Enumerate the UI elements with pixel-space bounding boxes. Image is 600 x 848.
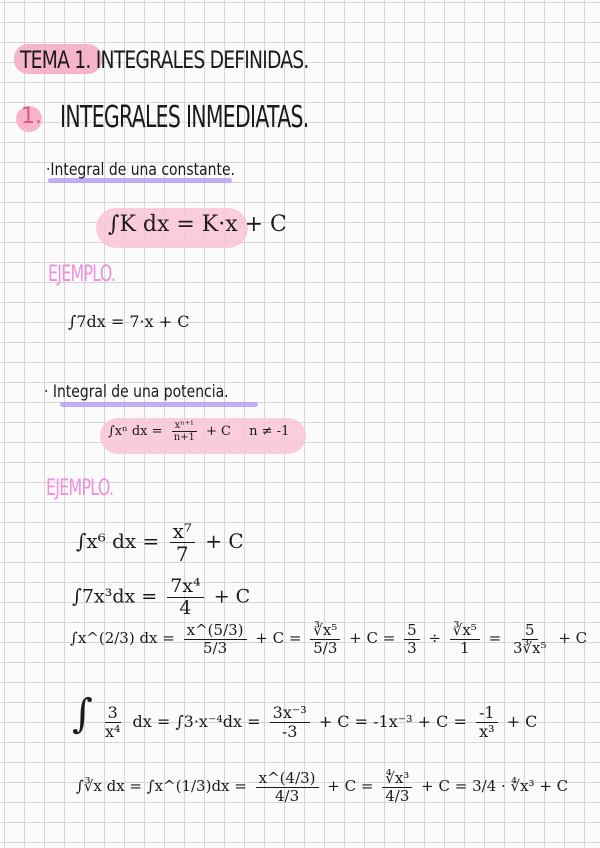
line2-numerator: 7x⁴ — [167, 576, 203, 598]
line3-lhs: ∫x^(2/3) dx = — [70, 629, 175, 647]
line1-numerator: x⁷ — [170, 520, 195, 543]
line1-lhs: ∫x⁶ dx = — [76, 529, 160, 553]
line3-f2-num: ∛x⁵ — [310, 622, 340, 640]
line3-t1: + C = — [255, 629, 302, 647]
example2-line1 — [76, 520, 244, 565]
line4-f2-num: -1 — [476, 704, 498, 723]
line3-f5-num: 5 — [522, 622, 538, 640]
line3-t4: = — [488, 629, 502, 647]
line3-t3: ÷ — [428, 629, 441, 647]
line2-denominator: 4 — [179, 596, 192, 619]
section-title: INTEGRALES INMEDIATAS. — [60, 100, 309, 135]
line3-t2: + C = — [349, 629, 396, 647]
power-formula-constant: + C — [206, 424, 231, 439]
example2-line4 — [72, 691, 538, 741]
line3-f3-num: 5 — [404, 622, 420, 640]
line5-f1-den: 4/3 — [275, 786, 300, 805]
line4-f1-num: 3x⁻³ — [270, 704, 310, 723]
power-formula-numerator: xⁿ⁺¹ — [172, 420, 197, 432]
power-formula — [108, 420, 289, 443]
example2-line2 — [72, 576, 250, 619]
line5-lhs: ∫∛x dx = ∫x^(1/3)dx = — [76, 777, 247, 795]
line4-t3: + C — [506, 712, 538, 731]
line3-f4-num: ∛x⁵ — [450, 622, 480, 640]
constant-formula: ∫K dx = K·x + C — [108, 212, 287, 237]
line4-t1: dx = ∫3·x⁻⁴dx = — [132, 712, 261, 731]
line3-f1-num: x^(5/3) — [184, 622, 247, 640]
line3-f5-den: 3∛x⁵ — [512, 638, 547, 657]
example2-line5 — [76, 770, 568, 804]
line5-t3: 3/4 · ∜x³ + C — [472, 777, 569, 795]
power-formula-left: ∫xⁿ dx = — [108, 424, 163, 439]
line4-t2: + C = -1x⁻³ + C = — [318, 712, 467, 731]
example2-line3 — [70, 622, 587, 656]
line3-f2-den: 5/3 — [313, 638, 338, 657]
section-number: 1. — [21, 104, 42, 129]
constant-heading: ·Integral de una constante. — [46, 160, 235, 180]
power-formula-denominator: n+1 — [173, 432, 195, 443]
line4-f2-den: x³ — [479, 722, 495, 741]
line1-denominator: 7 — [175, 542, 189, 566]
example1-formula: ∫7dx = 7·x + C — [68, 312, 190, 331]
line4-f1-den: -3 — [281, 722, 298, 741]
line5-f2-num: ∜x³ — [382, 770, 412, 788]
example-heading-2: EJEMPLO. — [46, 476, 114, 501]
page-title: TEMA 1. INTEGRALES DEFINIDAS. — [20, 46, 309, 74]
line5-t1: + C = — [327, 777, 374, 795]
example-heading-1: EJEMPLO. — [48, 262, 116, 287]
integral-sign: ∫ — [72, 691, 93, 737]
line5-f1-num: x^(4/3) — [256, 770, 319, 788]
line5-f2-den: 4/3 — [385, 786, 410, 805]
line5-t2: + C = — [421, 777, 468, 795]
power-heading: · Integral de una potencia. — [44, 382, 229, 402]
power-underline — [60, 402, 258, 407]
power-condition: n ≠ -1 — [249, 424, 290, 439]
line1-rhs: + C — [205, 529, 244, 553]
line4-lhs-den: x⁴ — [104, 722, 121, 741]
line3-f1-den: 5/3 — [203, 638, 228, 657]
line3-f4-den: 1 — [460, 638, 470, 657]
line4-lhs-num: 3 — [105, 704, 121, 723]
line3-f3-den: 3 — [407, 638, 417, 657]
line3-t5: + C — [558, 629, 588, 647]
line2-rhs: + C — [213, 585, 251, 608]
line2-lhs: ∫7x³dx = — [72, 585, 158, 608]
